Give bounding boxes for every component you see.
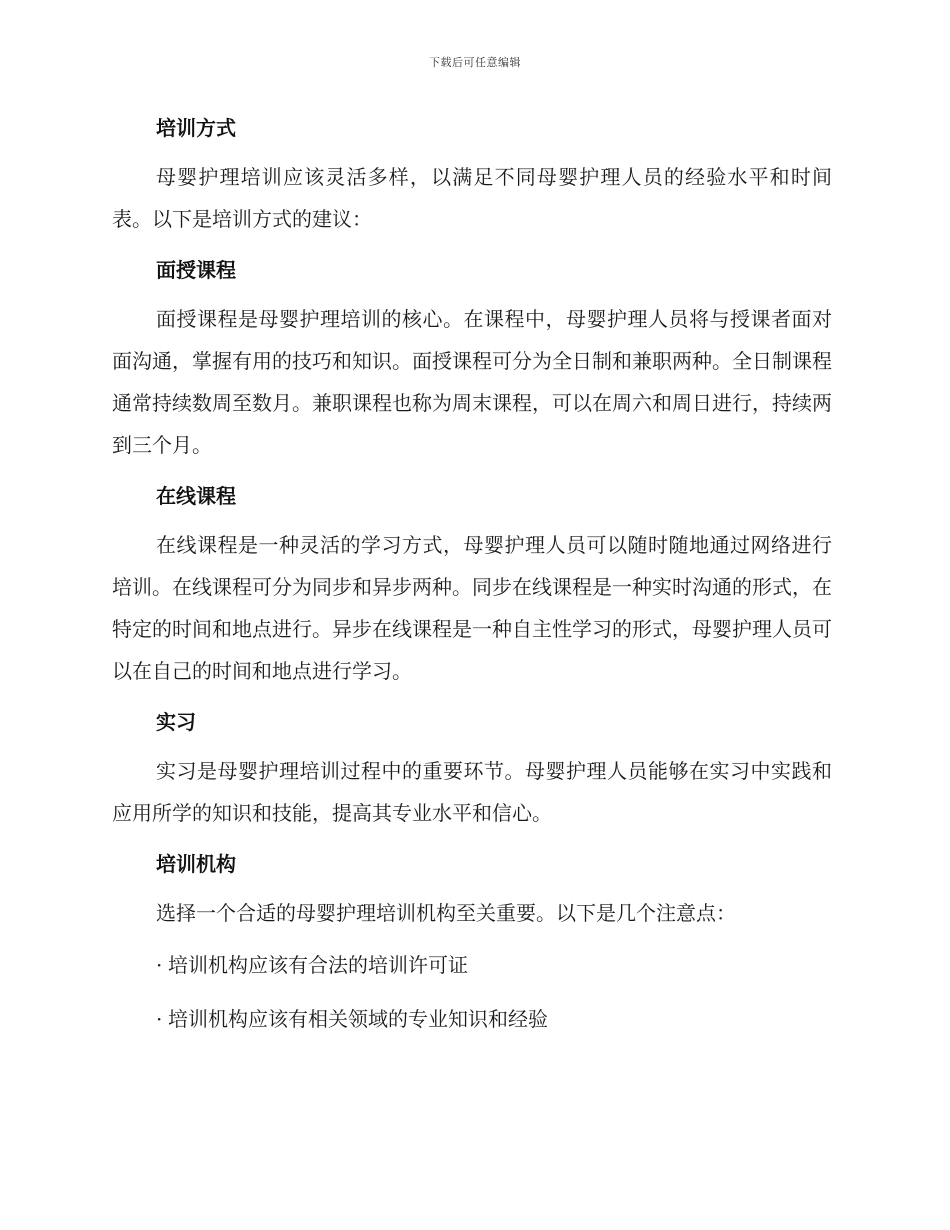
paragraph-face-to-face: 面授课程是母婴护理培训的核心。在课程中，母婴护理人员将与授课者面对面沟通，掌握有用的技巧和知识。面授课程可分为全日制和兼职两种。全日制课程通常持续数周至数月。兼职课程也称为周末课程，可以在周六和周日进行，持续两到三个月。 xyxy=(112,307,832,457)
document-body xyxy=(112,108,832,1052)
paragraph-online: 在线课程是一种灵活的学习方式，母婴护理人员可以随时随地通过网络进行培训。在线课程可分为同步和异步两种。同步在线课程是一种实时沟通的形式，在特定的时间和地点进行。异步在线课程是一种自主性学习的形式，母婴护理人员可以在自己的时间和地点进行学习。 xyxy=(112,533,832,683)
section-heading-internship: 实习 xyxy=(156,710,196,734)
section-heading-face-to-face: 面授课程 xyxy=(156,258,236,282)
paragraph-institutions: 选择一个合适的母婴护理培训机构至关重要。以下是几个注意点： xyxy=(156,901,736,925)
list-item-text: 培训机构应该有相关领域的专业知识和经验 xyxy=(168,1007,548,1031)
section-heading-training-methods: 培训方式 xyxy=(156,116,236,140)
list-item-text: 培训机构应该有合法的培训许可证 xyxy=(168,953,468,977)
paragraph-training-methods: 母婴护理培训应该灵活多样，以满足不同母婴护理人员的经验水平和时间表。以下是培训方式的建议： xyxy=(112,165,832,231)
bullet-icon: · xyxy=(156,953,163,977)
bullet-icon: · xyxy=(156,1007,163,1031)
page-header: 下载后可任意编辑 xyxy=(429,56,521,69)
section-heading-institutions: 培训机构 xyxy=(156,852,236,876)
paragraph-internship: 实习是母婴护理培训过程中的重要环节。母婴护理人员能够在实习中实践和应用所学的知识和技能，提高其专业水平和信心。 xyxy=(112,759,832,825)
list-item xyxy=(112,998,832,1040)
list-item xyxy=(112,944,832,986)
section-heading-online: 在线课程 xyxy=(156,484,236,508)
